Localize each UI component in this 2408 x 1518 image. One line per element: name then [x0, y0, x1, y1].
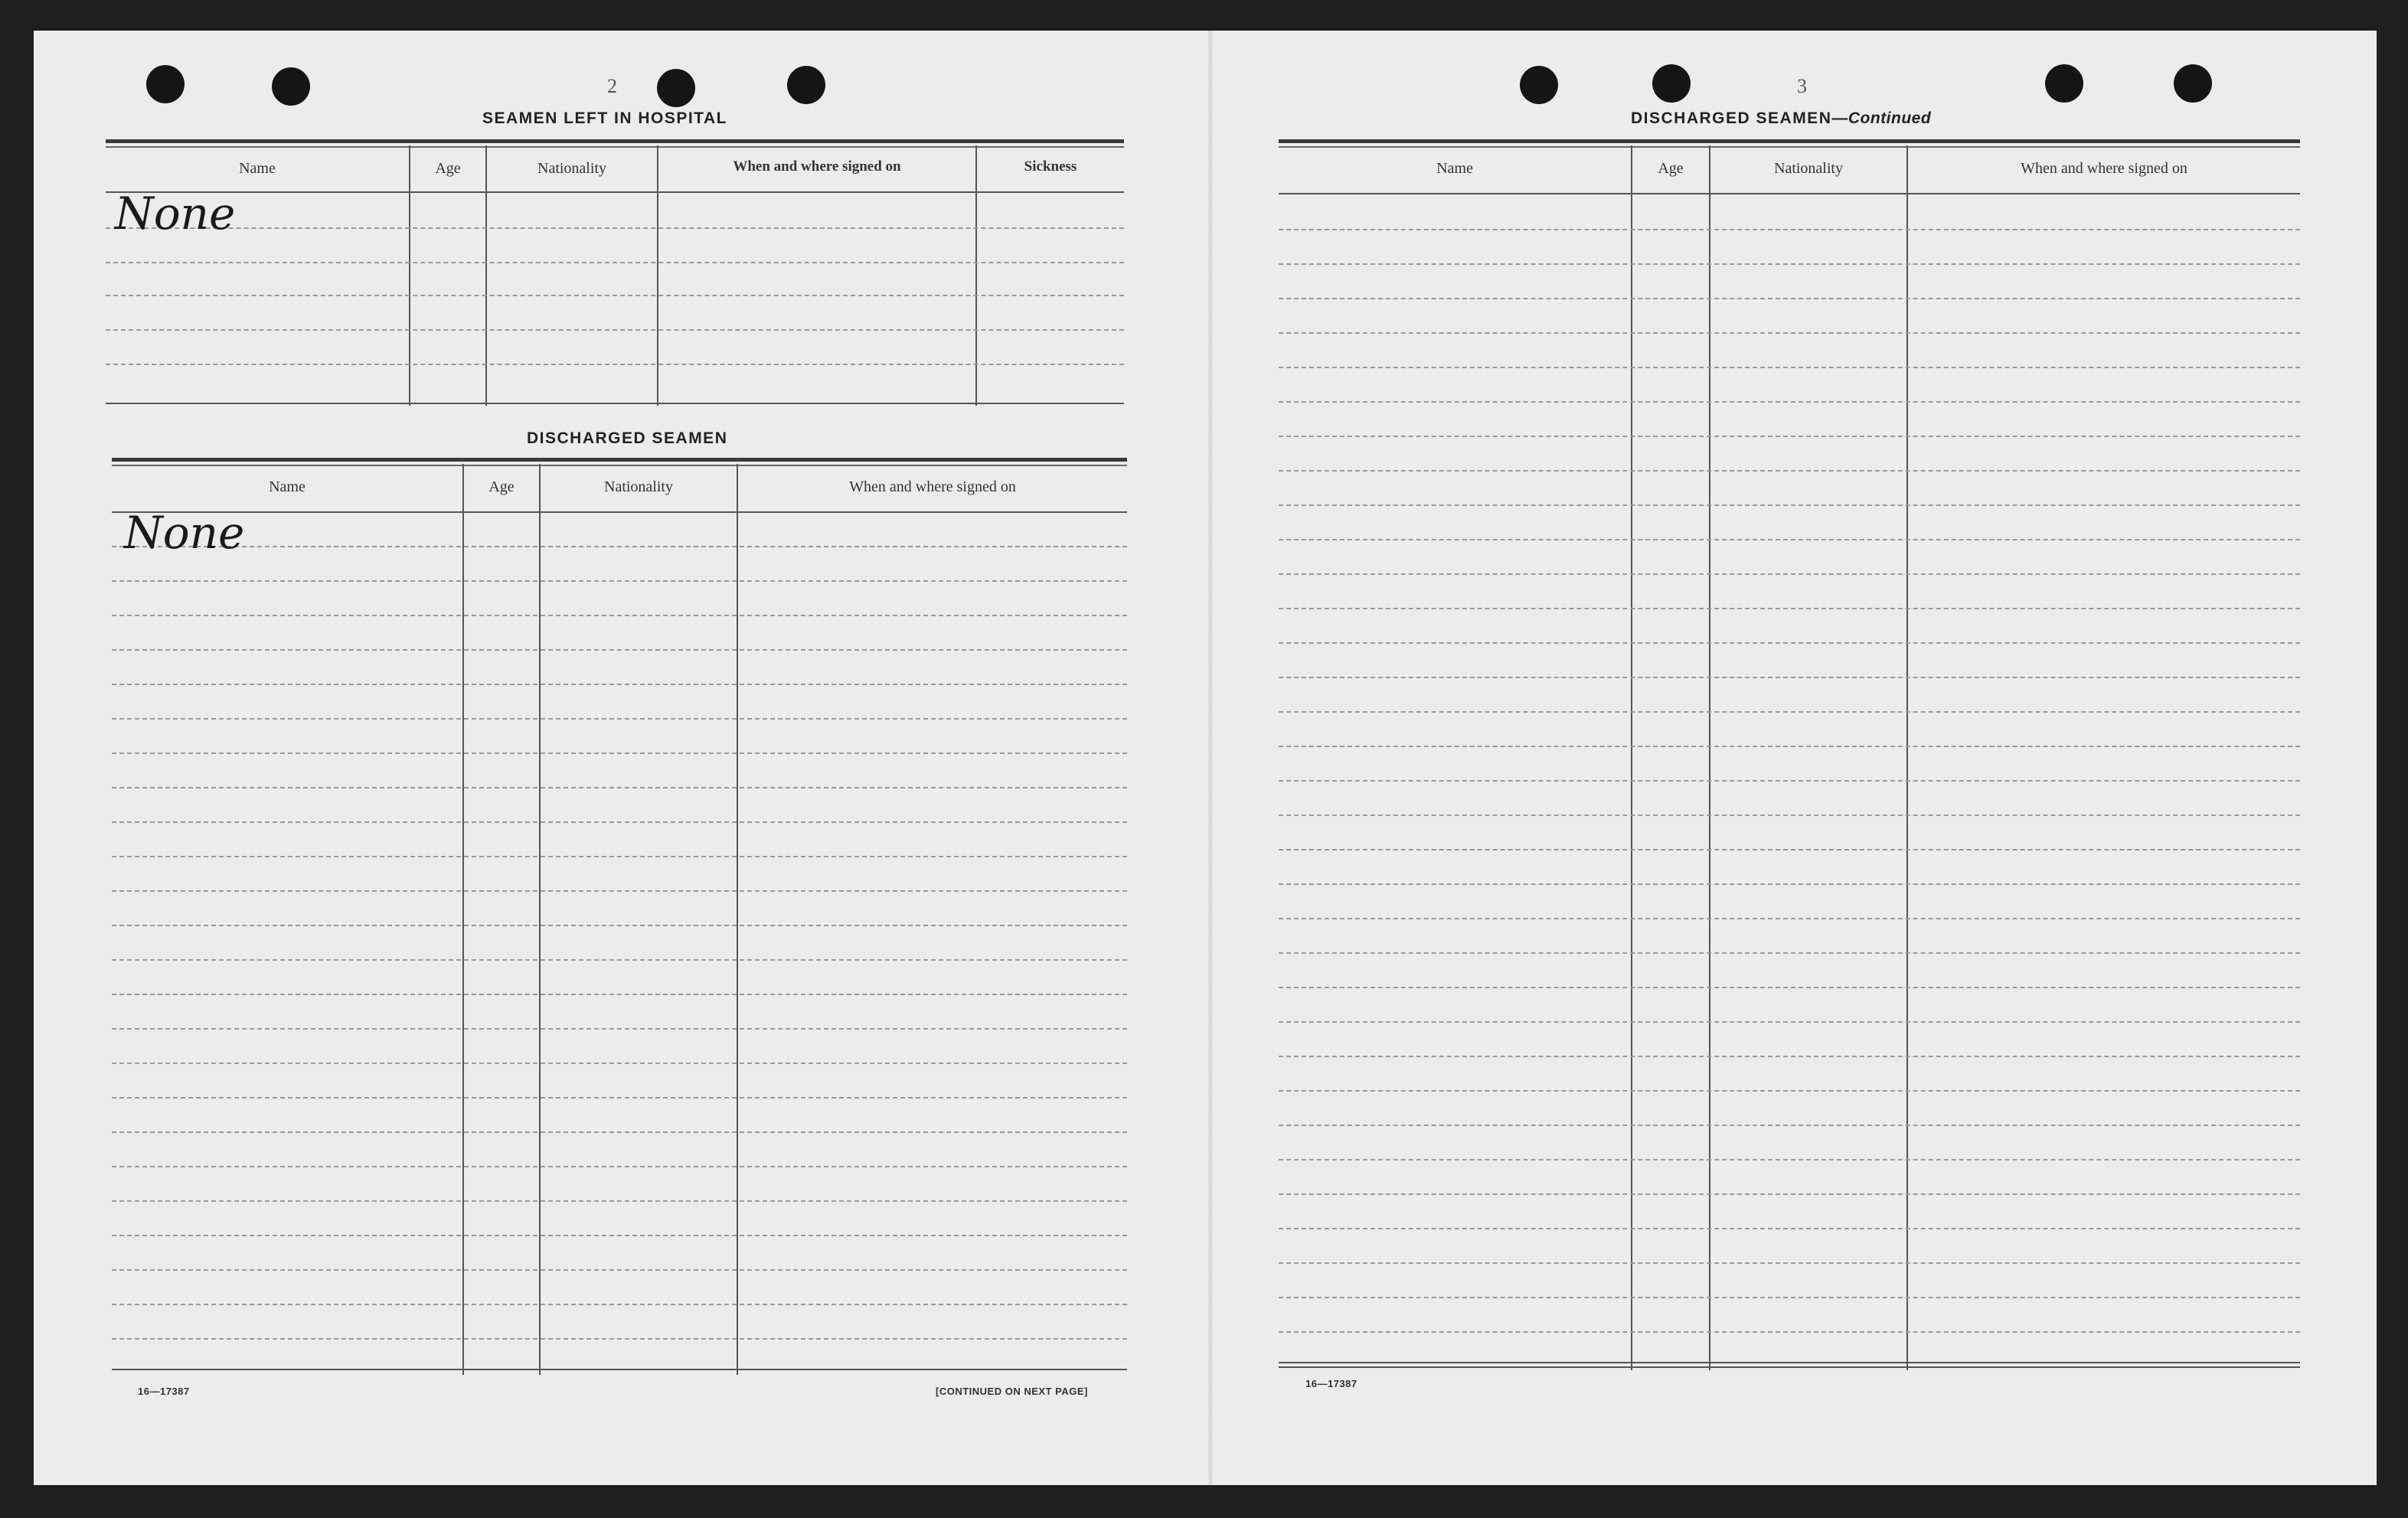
table-row [1279, 1056, 2300, 1057]
column-divider [462, 464, 464, 1375]
table-row [1279, 1331, 2300, 1333]
page-fold [1208, 31, 1213, 1485]
punch-hole [2045, 64, 2083, 103]
table-row [1279, 918, 2300, 919]
header-rule [112, 511, 1127, 513]
table-row [106, 227, 1124, 229]
header-rule [106, 191, 1124, 193]
form-number-left: 16—17387 [138, 1386, 190, 1397]
table-row [1279, 1090, 2300, 1092]
table-row [1279, 1193, 2300, 1195]
column-divider [1709, 145, 1710, 1370]
discharged-section-title: DISCHARGED SEAMEN [527, 429, 728, 447]
discharged-table [112, 458, 1127, 1376]
column-header-name: Name [239, 160, 276, 177]
table-bottom-rule [106, 403, 1124, 404]
title-main: DISCHARGED SEAMEN [1631, 109, 1832, 127]
table-row [1279, 504, 2300, 506]
table-row [106, 329, 1124, 331]
column-divider [737, 464, 738, 1375]
table-row [1279, 987, 2300, 988]
table-row [1279, 470, 2300, 472]
punch-hole [1652, 64, 1691, 103]
table-row [1279, 849, 2300, 850]
column-header-signed-on: When and where signed on [849, 478, 1016, 495]
table-row [112, 580, 1127, 582]
column-header-signed-on: When and where signed on [2021, 160, 2187, 177]
table-top-rule [106, 139, 1124, 143]
table-row [1279, 608, 2300, 609]
table-row [112, 546, 1127, 547]
punch-hole [2174, 64, 2212, 103]
table-row [1279, 1297, 2300, 1298]
column-divider [1631, 145, 1632, 1370]
column-divider [409, 145, 410, 406]
column-divider [657, 145, 658, 406]
punch-hole [1520, 66, 1558, 104]
table-row [112, 821, 1127, 823]
column-header-age: Age [488, 478, 515, 495]
column-divider [1906, 145, 1908, 1370]
punch-hole [146, 65, 185, 103]
header-rule [1279, 193, 2300, 194]
table-row [112, 1131, 1127, 1133]
discharged-continued-title [1631, 109, 1931, 128]
column-divider [975, 145, 977, 406]
table-row [112, 787, 1127, 788]
table-row [112, 684, 1127, 685]
table-row [112, 649, 1127, 651]
page-number-left: 2 [607, 75, 617, 97]
table-row [112, 1166, 1127, 1167]
continued-note: [CONTINUED ON NEXT PAGE] [936, 1386, 1088, 1397]
column-header-name: Name [269, 478, 305, 495]
table-row [1279, 229, 2300, 230]
table-row [1279, 436, 2300, 437]
column-header-age: Age [435, 160, 461, 177]
title-suffix: —Continued [1831, 109, 1932, 127]
table-row [112, 718, 1127, 720]
table-row [1279, 1125, 2300, 1126]
table-row [112, 752, 1127, 754]
table-row [1279, 814, 2300, 816]
table-top-rule [112, 465, 1127, 466]
table-row [112, 1200, 1127, 1202]
table-top-rule [1279, 146, 2300, 148]
table-row [112, 1269, 1127, 1271]
handwritten-entry-hospital: None [115, 188, 236, 240]
table-bottom-rule [1279, 1362, 2300, 1363]
table-row [106, 364, 1124, 365]
form-number-right: 16—17387 [1305, 1378, 1358, 1389]
column-header-nationality: Nationality [1774, 160, 1843, 177]
table-row [1279, 746, 2300, 747]
table-row [112, 1304, 1127, 1305]
table-row [112, 1235, 1127, 1236]
discharged-continued-table [1279, 139, 2300, 1372]
table-row [112, 925, 1127, 926]
table-top-rule [112, 458, 1127, 462]
table-row [106, 262, 1124, 263]
handwritten-entry-discharged: None [124, 507, 245, 559]
table-row [1279, 1159, 2300, 1161]
table-bottom-rule [1279, 1366, 2300, 1368]
table-row [112, 994, 1127, 995]
punch-hole [272, 67, 310, 106]
table-row [112, 959, 1127, 961]
table-row [1279, 332, 2300, 334]
table-row [1279, 883, 2300, 885]
table-row [112, 1338, 1127, 1340]
table-row [1279, 298, 2300, 299]
table-top-rule [106, 146, 1124, 148]
table-row [1279, 952, 2300, 954]
table-bottom-rule [112, 1369, 1127, 1370]
column-divider [539, 464, 541, 1375]
column-header-age: Age [1658, 160, 1684, 177]
table-row [1279, 573, 2300, 575]
table-row [1279, 367, 2300, 368]
table-row [1279, 1262, 2300, 1264]
column-header-signed-on: When and where signed on [733, 158, 901, 175]
table-row [112, 1028, 1127, 1030]
table-row [1279, 780, 2300, 782]
table-row [1279, 1228, 2300, 1229]
hospital-table [106, 139, 1124, 407]
table-row [1279, 539, 2300, 540]
table-row [1279, 263, 2300, 265]
punch-hole [787, 66, 825, 104]
hospital-section-title: SEAMEN LEFT IN HOSPITAL [482, 109, 727, 127]
table-row [112, 890, 1127, 892]
table-row [106, 295, 1124, 296]
table-row [112, 615, 1127, 616]
column-header-nationality: Nationality [537, 160, 606, 177]
table-row [1279, 677, 2300, 678]
table-row [1279, 401, 2300, 403]
punch-hole [657, 69, 695, 107]
table-row [1279, 1021, 2300, 1023]
column-header-sickness: Sickness [1024, 158, 1077, 175]
table-row [112, 856, 1127, 857]
table-row [112, 1097, 1127, 1099]
column-divider [485, 145, 487, 406]
table-row [1279, 642, 2300, 644]
column-header-name: Name [1436, 160, 1473, 177]
table-top-rule [1279, 139, 2300, 143]
page-number-right: 3 [1797, 75, 1807, 97]
column-header-nationality: Nationality [604, 478, 673, 495]
table-row [1279, 711, 2300, 713]
table-row [112, 1063, 1127, 1064]
